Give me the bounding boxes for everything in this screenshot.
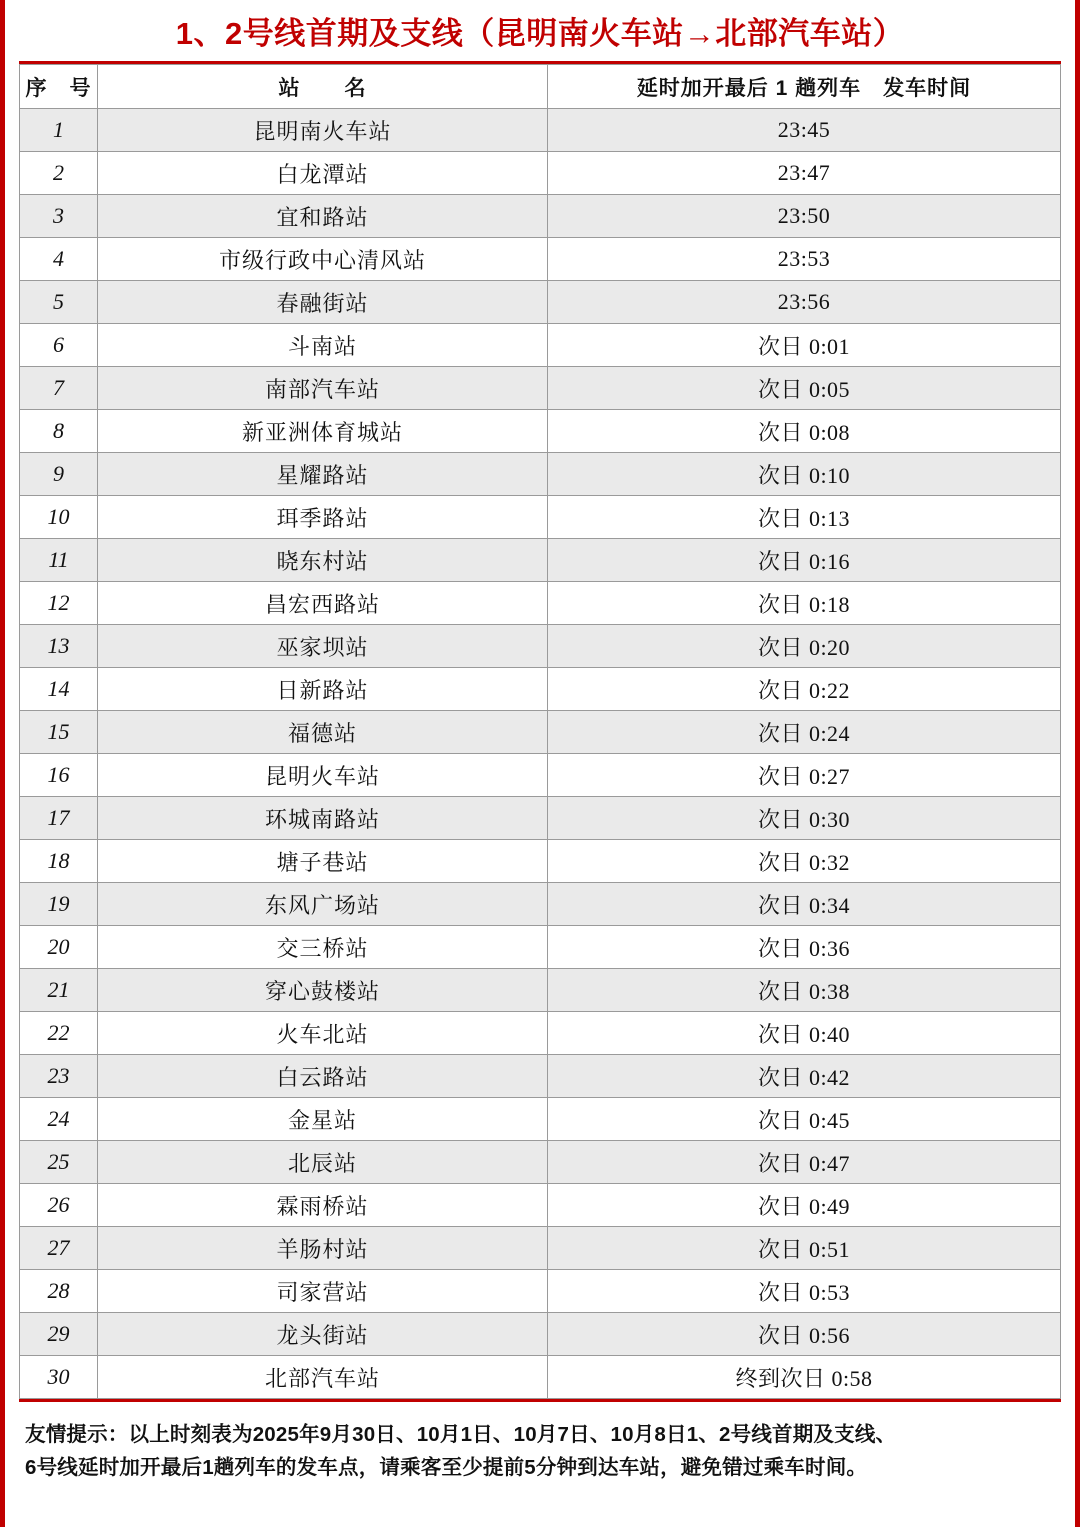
cell-departure-time: 次日 0:56	[548, 1313, 1061, 1356]
cell-station-name: 市级行政中心清风站	[98, 238, 548, 281]
footer-note-line-2: 6号线延时加开最后1趟列车的发车点，请乘客至少提前5分钟到达车站，避免错过乘车时间。	[25, 1456, 868, 1480]
cell-index: 8	[20, 410, 98, 453]
table-row	[20, 926, 1061, 969]
cell-station-name: 星耀路站	[98, 453, 548, 496]
cell-departure-time: 终到次日 0:58	[548, 1356, 1061, 1399]
cell-station-name: 羊肠村站	[98, 1227, 548, 1270]
cell-station-name: 龙头街站	[98, 1313, 548, 1356]
table-row	[20, 152, 1061, 195]
cell-index: 14	[20, 668, 98, 711]
cell-index: 12	[20, 582, 98, 625]
cell-departure-time: 次日 0:01	[548, 324, 1061, 367]
cell-index: 13	[20, 625, 98, 668]
cell-departure-time: 次日 0:53	[548, 1270, 1061, 1313]
cell-station-name: 北部汽车站	[98, 1356, 548, 1399]
cell-station-name: 福德站	[98, 711, 548, 754]
cell-station-name: 珥季路站	[98, 496, 548, 539]
table-row	[20, 1356, 1061, 1399]
cell-index: 30	[20, 1356, 98, 1399]
cell-station-name: 宜和路站	[98, 195, 548, 238]
table-row	[20, 969, 1061, 1012]
cell-station-name: 日新路站	[98, 668, 548, 711]
footer-note	[19, 1399, 1061, 1484]
cell-station-name: 南部汽车站	[98, 367, 548, 410]
cell-station-name: 霖雨桥站	[98, 1184, 548, 1227]
cell-index: 11	[20, 539, 98, 582]
cell-departure-time: 次日 0:10	[548, 453, 1061, 496]
cell-departure-time: 次日 0:34	[548, 883, 1061, 926]
cell-index: 21	[20, 969, 98, 1012]
cell-index: 23	[20, 1055, 98, 1098]
cell-index: 17	[20, 797, 98, 840]
table-header	[20, 65, 1061, 109]
table-row	[20, 797, 1061, 840]
table-row	[20, 1313, 1061, 1356]
cell-departure-time: 次日 0:13	[548, 496, 1061, 539]
cell-departure-time: 次日 0:38	[548, 969, 1061, 1012]
cell-index: 7	[20, 367, 98, 410]
cell-departure-time: 次日 0:24	[548, 711, 1061, 754]
cell-station-name: 昌宏西路站	[98, 582, 548, 625]
cell-departure-time: 次日 0:05	[548, 367, 1061, 410]
table-row	[20, 668, 1061, 711]
cell-index: 10	[20, 496, 98, 539]
cell-index: 1	[20, 109, 98, 152]
column-header-time: 延时加开最后 1 趟列车 发车时间	[548, 65, 1061, 109]
table-row	[20, 367, 1061, 410]
cell-station-name: 白云路站	[98, 1055, 548, 1098]
cell-departure-time: 23:56	[548, 281, 1061, 324]
cell-departure-time: 次日 0:08	[548, 410, 1061, 453]
table-row	[20, 625, 1061, 668]
cell-index: 9	[20, 453, 98, 496]
cell-index: 28	[20, 1270, 98, 1313]
cell-station-name: 交三桥站	[98, 926, 548, 969]
cell-index: 4	[20, 238, 98, 281]
cell-station-name: 新亚洲体育城站	[98, 410, 548, 453]
cell-station-name: 北辰站	[98, 1141, 548, 1184]
cell-station-name: 巫家坝站	[98, 625, 548, 668]
cell-index: 25	[20, 1141, 98, 1184]
cell-station-name: 晓东村站	[98, 539, 548, 582]
cell-index: 6	[20, 324, 98, 367]
cell-departure-time: 次日 0:20	[548, 625, 1061, 668]
cell-index: 5	[20, 281, 98, 324]
cell-index: 24	[20, 1098, 98, 1141]
column-header-no: 序 号	[20, 65, 98, 109]
cell-station-name: 火车北站	[98, 1012, 548, 1055]
cell-index: 29	[20, 1313, 98, 1356]
cell-station-name: 东风广场站	[98, 883, 548, 926]
table-row	[20, 1012, 1061, 1055]
table-row	[20, 1270, 1061, 1313]
cell-departure-time: 次日 0:45	[548, 1098, 1061, 1141]
cell-index: 2	[20, 152, 98, 195]
cell-departure-time: 次日 0:36	[548, 926, 1061, 969]
table-row	[20, 883, 1061, 926]
table-row	[20, 1055, 1061, 1098]
cell-index: 22	[20, 1012, 98, 1055]
cell-station-name: 春融街站	[98, 281, 548, 324]
cell-index: 3	[20, 195, 98, 238]
cell-departure-time: 次日 0:22	[548, 668, 1061, 711]
table-row	[20, 238, 1061, 281]
cell-departure-time: 次日 0:18	[548, 582, 1061, 625]
cell-departure-time: 23:53	[548, 238, 1061, 281]
cell-index: 27	[20, 1227, 98, 1270]
cell-departure-time: 次日 0:49	[548, 1184, 1061, 1227]
cell-departure-time: 23:50	[548, 195, 1061, 238]
schedule-table	[19, 64, 1061, 1399]
cell-departure-time: 次日 0:27	[548, 754, 1061, 797]
table-row	[20, 195, 1061, 238]
cell-station-name: 司家营站	[98, 1270, 548, 1313]
header-row	[20, 65, 1061, 109]
cell-index: 18	[20, 840, 98, 883]
cell-departure-time: 次日 0:40	[548, 1012, 1061, 1055]
table-row	[20, 582, 1061, 625]
table-row	[20, 1227, 1061, 1270]
table-row	[20, 711, 1061, 754]
table-row	[20, 840, 1061, 883]
cell-departure-time: 23:45	[548, 109, 1061, 152]
cell-index: 26	[20, 1184, 98, 1227]
cell-departure-time: 次日 0:51	[548, 1227, 1061, 1270]
cell-departure-time: 次日 0:30	[548, 797, 1061, 840]
cell-station-name: 昆明南火车站	[98, 109, 548, 152]
cell-station-name: 塘子巷站	[98, 840, 548, 883]
cell-station-name: 环城南路站	[98, 797, 548, 840]
table-body	[20, 109, 1061, 1399]
cell-station-name: 白龙潭站	[98, 152, 548, 195]
cell-station-name: 斗南站	[98, 324, 548, 367]
table-row	[20, 539, 1061, 582]
table-row	[20, 1141, 1061, 1184]
page-title: 1、2号线首期及支线（昆明南火车站→北部汽车站）	[175, 16, 905, 51]
cell-departure-time: 23:47	[548, 152, 1061, 195]
table-row	[20, 453, 1061, 496]
table-row	[20, 496, 1061, 539]
cell-index: 16	[20, 754, 98, 797]
cell-index: 19	[20, 883, 98, 926]
table-row	[20, 1184, 1061, 1227]
cell-station-name: 昆明火车站	[98, 754, 548, 797]
cell-index: 20	[20, 926, 98, 969]
cell-departure-time: 次日 0:42	[548, 1055, 1061, 1098]
cell-station-name: 穿心鼓楼站	[98, 969, 548, 1012]
table-row	[20, 1098, 1061, 1141]
table-row	[20, 281, 1061, 324]
table-row	[20, 109, 1061, 152]
cell-index: 15	[20, 711, 98, 754]
page-title-bar	[19, 0, 1061, 64]
cell-departure-time: 次日 0:16	[548, 539, 1061, 582]
footer-note-line-1: 友情提示：以上时刻表为2025年9月30日、10月1日、10月7日、10月8日1、2号线首期及支线、	[25, 1423, 897, 1446]
cell-departure-time: 次日 0:47	[548, 1141, 1061, 1184]
column-header-station: 站 名	[98, 65, 548, 109]
cell-departure-time: 次日 0:32	[548, 840, 1061, 883]
table-row	[20, 324, 1061, 367]
cell-station-name: 金星站	[98, 1098, 548, 1141]
table-row	[20, 410, 1061, 453]
table-row	[20, 754, 1061, 797]
